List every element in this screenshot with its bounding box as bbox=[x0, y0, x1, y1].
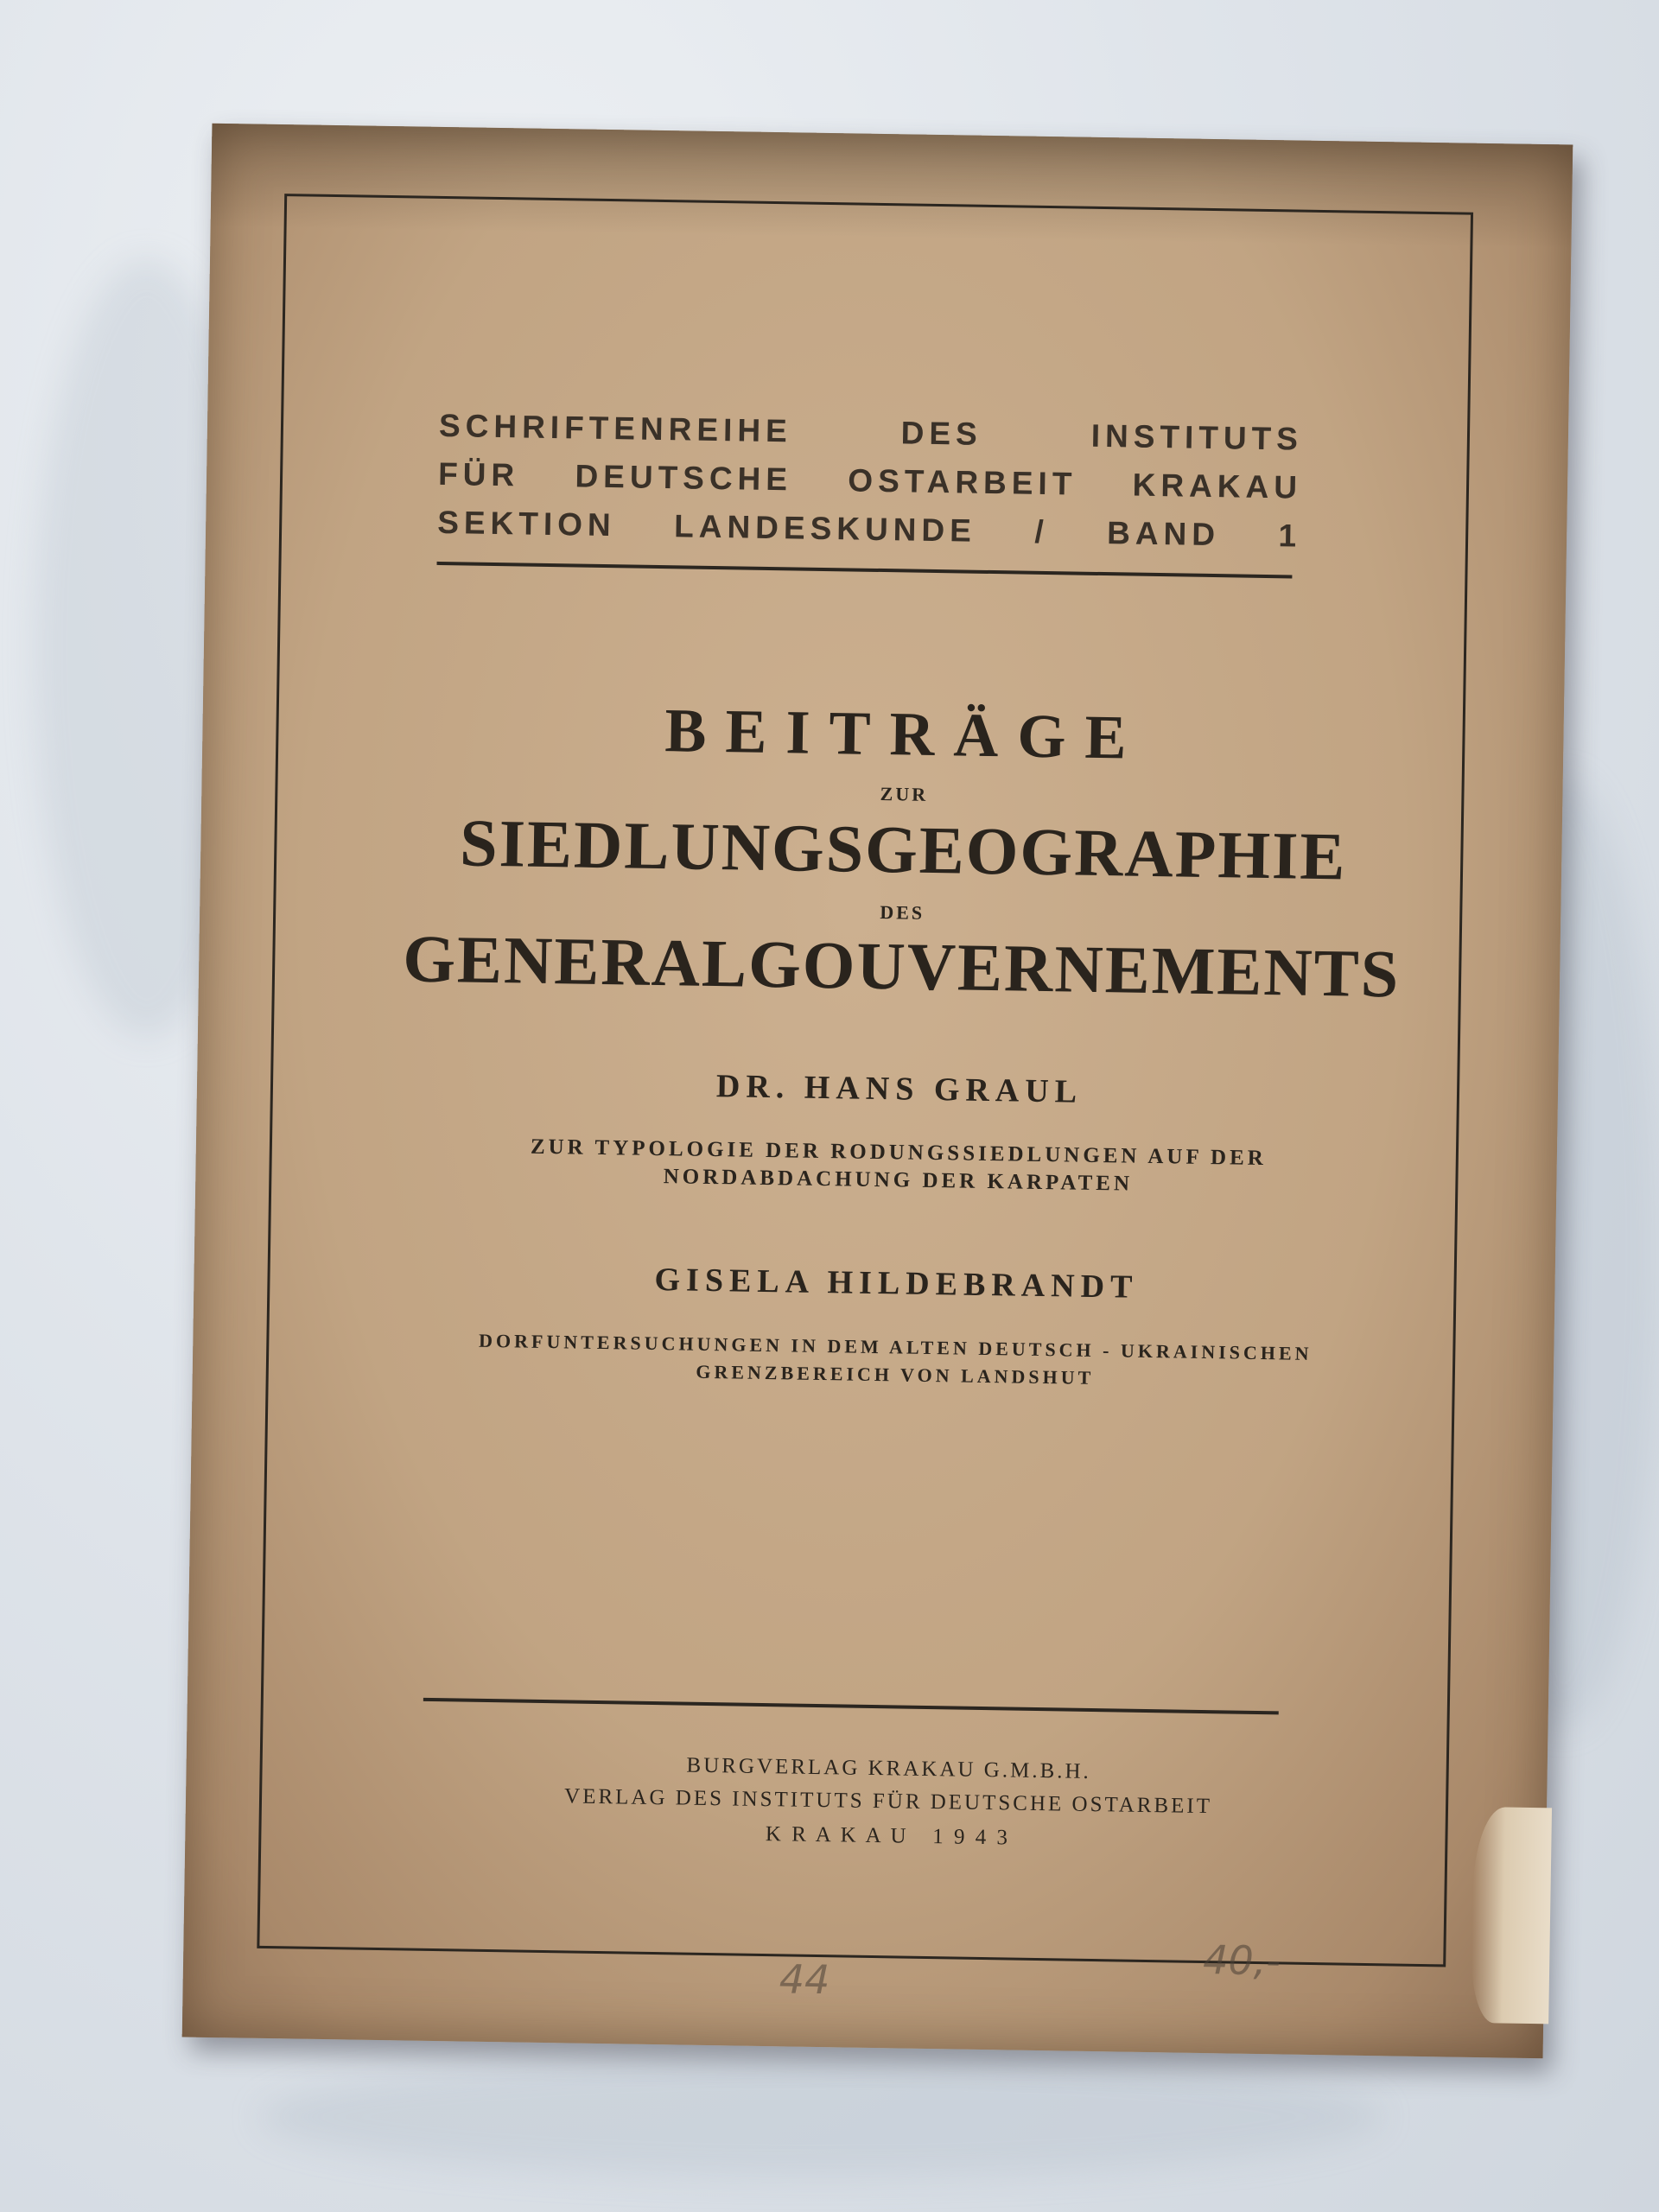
publisher-line-1: BURGVERLAG KRAKAU G.M.B.H. bbox=[686, 1753, 1092, 1783]
title-zur: ZUR bbox=[880, 783, 929, 805]
author-hildebrandt: GISELA HILDEBRANDT bbox=[654, 1261, 1139, 1306]
work-graul-line-1: ZUR TYPOLOGIE DER RODUNGSSIEDLUNGEN AUF DER bbox=[530, 1135, 1268, 1171]
publisher-line-2: VERLAG DES INSTITUTS FÜR DEUTSCHE OSTARBEIT bbox=[563, 1784, 1213, 1819]
header-rule bbox=[436, 562, 1292, 579]
publisher-line-3: K R A K A U 1 9 4 3 bbox=[765, 1822, 1011, 1850]
worn-corner bbox=[1471, 1807, 1552, 2024]
title-siedlungsgeographie: SIEDLUNGSGEOGRAPHIE bbox=[459, 804, 1348, 894]
book-cover bbox=[182, 124, 1573, 2058]
series-line-2: FÜR DEUTSCHE OSTARBEIT KRAKAU bbox=[437, 455, 1303, 505]
title-generalgouvernements: GENERALGOUVERNEMENTS bbox=[402, 920, 1401, 1012]
cloth-fold bbox=[259, 2056, 1382, 2177]
author-graul: DR. HANS GRAUL bbox=[715, 1068, 1084, 1110]
cover-border-frame bbox=[257, 194, 1473, 1967]
title-beitraege: BEITRÄGE bbox=[664, 696, 1147, 772]
series-line-3: SEKTION LANDESKUNDE / BAND 1 bbox=[436, 504, 1302, 554]
work-hildebrandt-line-2: GRENZBEREICH VON LANDSHUT bbox=[696, 1360, 1095, 1389]
pencil-mark-right: 40,- bbox=[1202, 1936, 1281, 1985]
series-line-1: SCHRIFTENREIHE DES INSTITUTS bbox=[438, 407, 1304, 457]
work-hildebrandt-line-1: DORFUNTERSUCHUNGEN IN DEM ALTEN DEUTSCH - UKRAINISCHEN bbox=[478, 1329, 1313, 1364]
pencil-mark-left: 44 bbox=[779, 1955, 830, 2004]
series-header bbox=[437, 402, 1304, 561]
footer-rule bbox=[423, 1698, 1279, 1715]
work-graul-line-2: NORDABDACHUNG DER KARPATEN bbox=[663, 1165, 1134, 1196]
title-des: DES bbox=[880, 901, 925, 924]
